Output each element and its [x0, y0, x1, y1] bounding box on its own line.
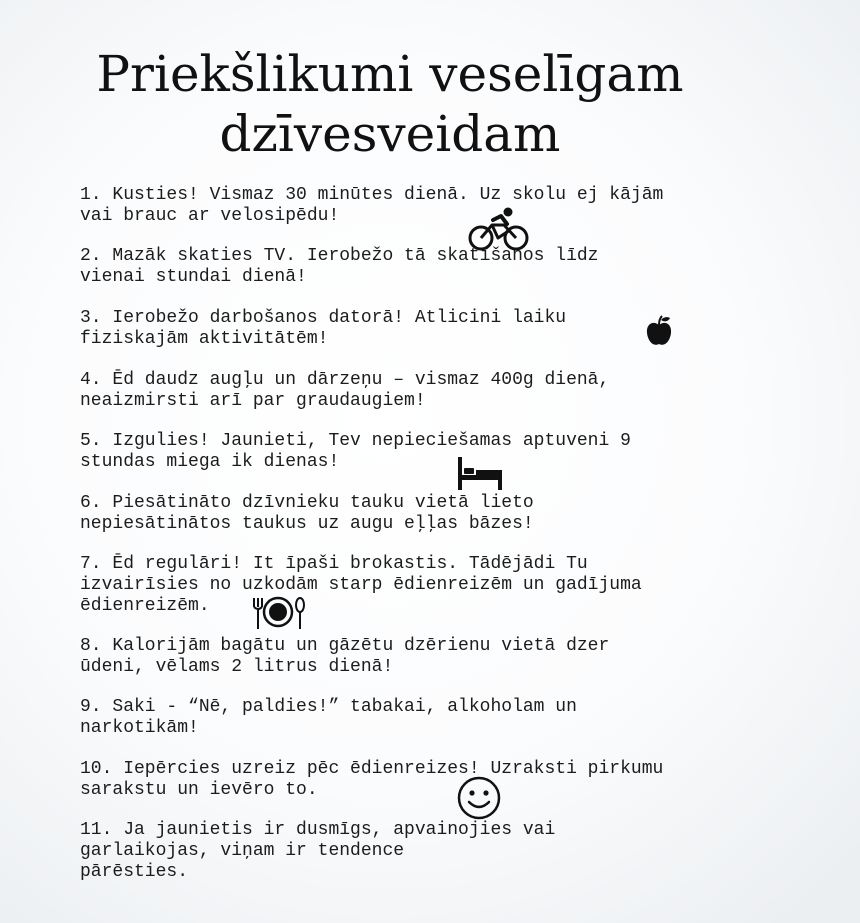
tip-item-10 — [80, 759, 780, 801]
tip-line: 1. Kusties! Vismaz 30 minūtes dienā. Uz skolu ej kājām — [80, 185, 664, 205]
tip-line: 4. Ēd daudz augļu un dārzeņu – vismaz 400g dienā, — [80, 370, 610, 390]
tip-line: 3. Ierobežo darbošanos datorā! Atlicini laiku — [80, 308, 567, 328]
tip-line: nepiesātinātos taukus uz augu eļļas bāzes! — [80, 514, 534, 534]
tip-line: vienai stundai dienā! — [80, 267, 307, 287]
title-line-2: dzīvesveidam — [219, 105, 561, 163]
tip-line: pārēsties. — [80, 862, 189, 882]
tip-line: stundas miega ik dienas! — [80, 452, 340, 472]
tip-line: ēdienreizēm. — [80, 596, 210, 616]
tip-line: narkotikām! — [80, 718, 199, 738]
tip-line: sarakstu un ievēro to. — [80, 780, 318, 800]
tip-item-3 — [80, 308, 780, 350]
tip-line: 6. Piesātināto dzīvnieku tauku vietā lieto — [80, 493, 534, 513]
tip-item-8 — [80, 636, 780, 678]
tip-item-2 — [80, 246, 780, 288]
tip-line: garlaikojas, viņam ir tendence — [80, 841, 405, 861]
tip-item-11 — [80, 820, 780, 883]
title-line-1: Priekšlikumi veselīgam — [96, 45, 684, 103]
tip-line: izvairīsies no uzkodām starp ēdienreizēm un gadījuma — [80, 575, 642, 595]
tip-item-1 — [80, 185, 780, 227]
tip-item-7 — [80, 554, 780, 617]
bed-icon — [456, 455, 504, 491]
tip-line: 2. Mazāk skaties TV. Ierobežo tā skatīšanos līdz — [80, 246, 599, 266]
tip-line: 5. Izgulies! Jaunieti, Tev nepieciešamas aptuveni 9 — [80, 431, 631, 451]
tip-item-6 — [80, 493, 780, 535]
tip-line: fiziskajām aktivitātēm! — [80, 329, 329, 349]
plate-cutlery-icon — [250, 595, 306, 631]
smiley-icon — [456, 776, 502, 820]
tip-line: 11. Ja jaunietis ir dusmīgs, apvainojies vai — [80, 820, 556, 840]
tip-item-5 — [80, 431, 780, 473]
tip-line: ūdeni, vēlams 2 litrus dienā! — [80, 657, 394, 677]
tip-line: 8. Kalorijām bagātu un gāzētu dzērienu vietā dzer — [80, 636, 610, 656]
tip-line: 9. Saki - “Nē, paldies!” tabakai, alkoholam un — [80, 697, 577, 717]
apple-icon — [645, 314, 673, 348]
tip-item-4 — [80, 370, 780, 412]
bicycle-icon — [468, 206, 530, 252]
tip-item-9 — [80, 697, 780, 739]
tip-line: vai brauc ar velosipēdu! — [80, 206, 340, 226]
tip-line: neaizmirsti arī par graudaugiem! — [80, 391, 426, 411]
tip-line: 7. Ēd regulāri! It īpaši brokastis. Tādējādi Tu — [80, 554, 588, 574]
tip-line: 10. Iepērcies uzreiz pēc ēdienreizes! Uzraksti pirkumu — [80, 759, 664, 779]
